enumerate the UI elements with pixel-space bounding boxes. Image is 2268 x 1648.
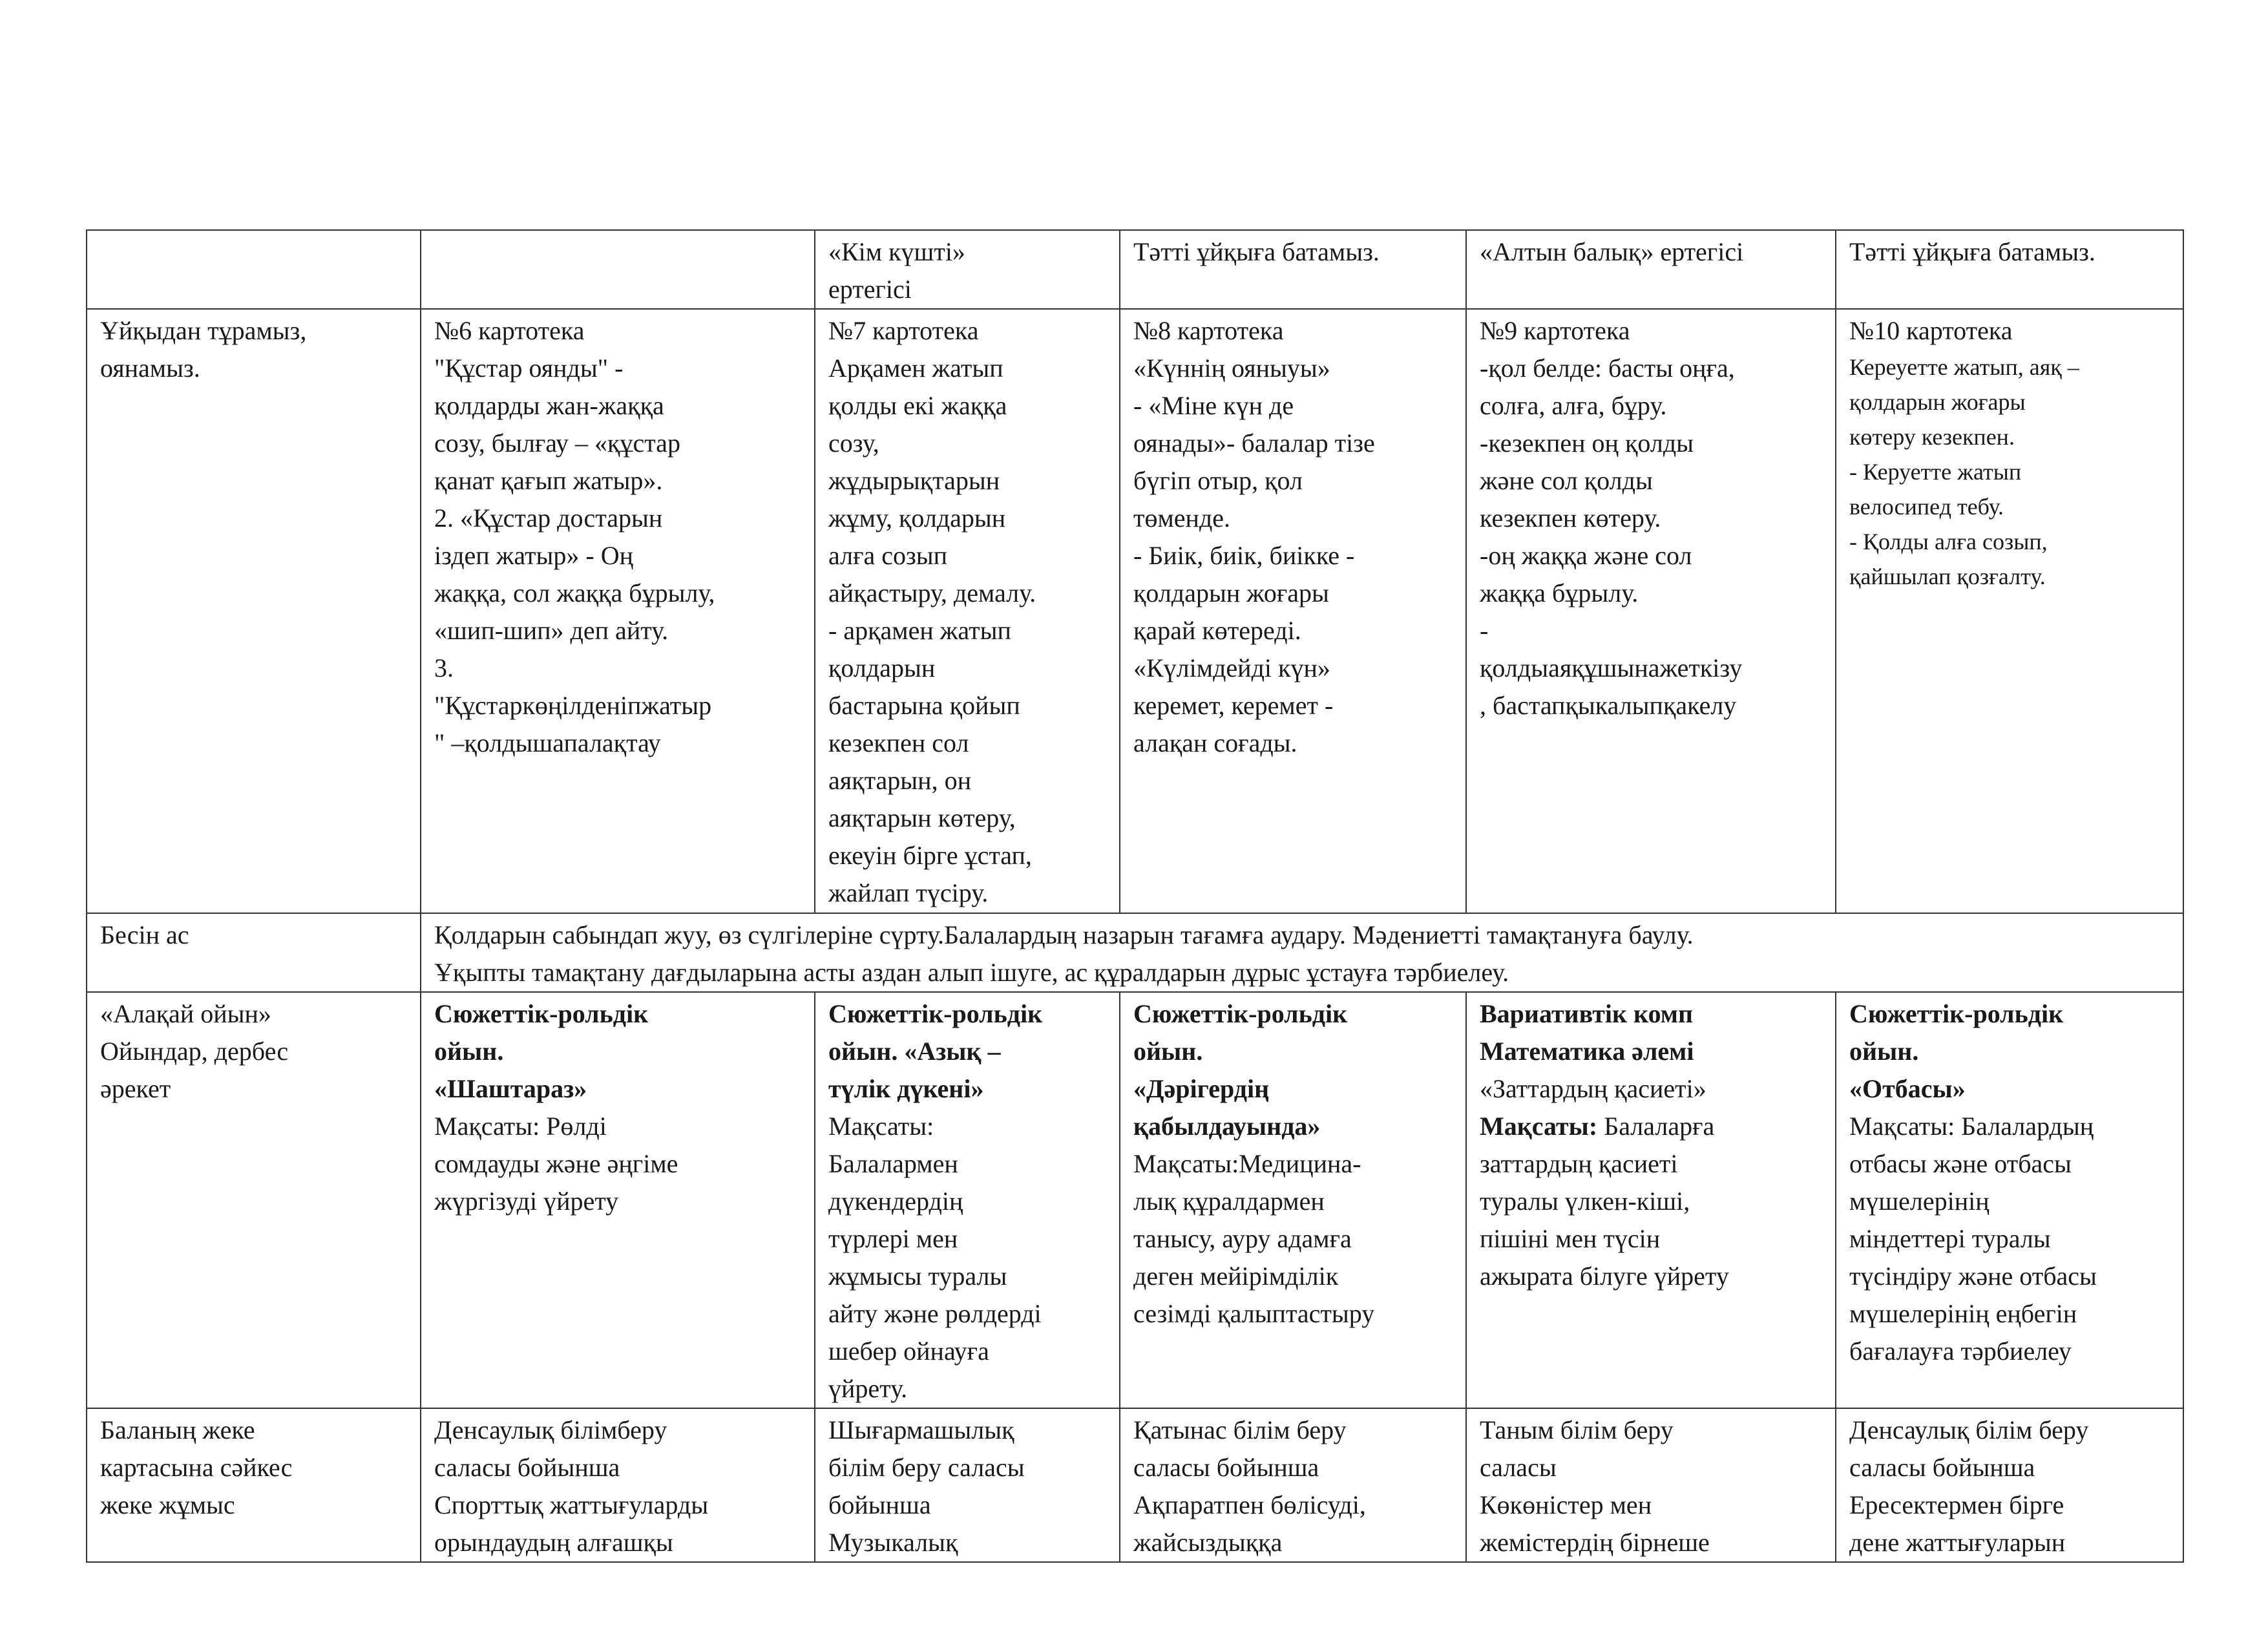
text-line: жұмысы туралы <box>828 1262 1007 1291</box>
card-10-body <box>1849 350 2174 594</box>
text-line: Мақсаты: <box>828 1112 934 1141</box>
game-math-goal-label: Мақсаты: <box>1480 1112 1598 1141</box>
game-math-goal-start: Балаларға <box>1597 1112 1715 1141</box>
text-line: «Дәрігердің <box>1133 1074 1270 1103</box>
cell-top-thu <box>1466 230 1836 309</box>
text-line: созу, былғау – «құстар <box>434 428 680 458</box>
text-line: Баланың жеке <box>100 1415 255 1444</box>
cell-wake-card-10 <box>1836 309 2183 913</box>
row-label-individual <box>87 1408 421 1562</box>
text-line: дүкендердің <box>828 1187 963 1216</box>
text-line: №7 картотека <box>828 316 979 345</box>
text-line: қолды екі жаққа <box>828 391 1007 420</box>
text-line: жаққа, сол жаққа бұрылу, <box>434 578 715 607</box>
text-line: Ересектермен бірге <box>1849 1490 2064 1519</box>
game-family-goal <box>1849 1108 2174 1370</box>
text-line: танысу, ауру адамға <box>1133 1224 1352 1253</box>
text-line: солға, алға, бұру. <box>1480 391 1667 420</box>
text-line: саласы бойынша <box>1133 1453 1319 1482</box>
text-line: заттардың қасиеті <box>1480 1149 1678 1178</box>
game-barber-title <box>434 995 805 1108</box>
text-line: " –қолдышапалақтау <box>434 728 661 757</box>
text-line: 2. «Құстар достарын <box>434 503 663 533</box>
text-line: түлік дүкені» <box>828 1074 984 1103</box>
text-line: жеке жұмыс <box>100 1490 235 1519</box>
text-line: - Биік, биік, биікке - <box>1133 541 1355 570</box>
text-line: Қолдарын сабындап жуу, өз сүлгілеріне сүрту.Балалардың назарын тағамға аудару. Мәдениетті тамақтануға баулу. <box>434 920 1694 949</box>
cell-top-mon <box>421 230 815 309</box>
text-line: орындаудың алғашқы <box>434 1528 673 1557</box>
text-line: Мақсаты:Медицина- <box>1133 1149 1361 1178</box>
text-line: мүшелерінің <box>1849 1187 1990 1216</box>
text-line: білім беру саласы <box>828 1453 1025 1482</box>
cell-wake-card-8 <box>1120 309 1466 913</box>
game-grocery-goal <box>828 1108 1110 1408</box>
text-line: №6 картотека <box>434 316 585 345</box>
text-line: аяқтарын көтеру, <box>828 803 1016 832</box>
text-line: №9 картотека <box>1480 316 1630 345</box>
text-line: Сюжеттік-рольдік <box>1133 999 1348 1028</box>
text-line: -кезекпен оң қолды <box>1480 428 1694 458</box>
text-line: Сюжеттік-рольдік <box>828 999 1043 1028</box>
text-line: Ойындар, дербес <box>100 1037 289 1066</box>
card-10-title: №10 картотека <box>1849 316 2013 345</box>
text-line: сезімді қалыптастыру <box>1133 1299 1375 1328</box>
text-line: ертегісі <box>828 275 912 304</box>
text-line: Денсаулық білімберу <box>434 1415 667 1444</box>
text-line: «Күннің ояныуы» <box>1133 354 1330 383</box>
text-line: аяқтарын, он <box>828 766 971 795</box>
text-line: деген мейірімділік <box>1133 1262 1339 1291</box>
text-line: қанат қағып жатыр». <box>434 466 663 495</box>
text-line: Кереуетте жатып, аяқ – <box>1849 354 2079 380</box>
text-line: мүшелерінің еңбегін <box>1849 1299 2077 1328</box>
text-line: саласы бойынша <box>1849 1453 2035 1482</box>
text-line: жайсыздыққа <box>1133 1528 1283 1557</box>
text-line: айқастыру, демалу. <box>828 578 1036 607</box>
table-row-games <box>87 992 2183 1408</box>
cell-wake-card-7 <box>815 309 1120 913</box>
row-label-lunch <box>87 913 421 992</box>
text-line: Вариативтік комп <box>1480 999 1694 1028</box>
text-line: №8 картотека <box>1133 316 1284 345</box>
text-line: қолдарын жоғары <box>1133 578 1329 607</box>
text-line: "Құстаркөңілденіпжатыр <box>434 691 712 720</box>
game-math-subtitle: «Заттардың қасиеті» <box>1480 1074 1706 1103</box>
text-line: туралы үлкен-кіші, <box>1480 1187 1690 1216</box>
text-line: Денсаулық білім беру <box>1849 1415 2089 1444</box>
text-line: оянамыз. <box>100 354 200 383</box>
cell-individual-health <box>421 1408 815 1562</box>
text-line: бағалауға тәрбиелеу <box>1849 1336 2072 1366</box>
text-line: қолдыаяқұшынажеткізу <box>1480 653 1743 682</box>
text-line: қолдарын <box>828 653 936 682</box>
table-row-lunch <box>87 913 2183 992</box>
cell-wake-card-6 <box>421 309 815 913</box>
text-line: төменде. <box>1133 503 1231 533</box>
text-line: - <box>1480 616 1489 645</box>
text-line: , бастапқыкалыпқакелу <box>1480 691 1737 720</box>
table-row-top <box>87 230 2183 309</box>
text-line: Сюжеттік-рольдік <box>1849 999 2064 1028</box>
text-line: үйрету. <box>828 1374 908 1403</box>
game-doctor-title <box>1133 995 1456 1145</box>
text-line: қолдарды жан-жаққа <box>434 391 664 420</box>
text-line: жүргізуді үйрету <box>434 1187 619 1216</box>
text-line: Математика әлемі <box>1480 1037 1694 1066</box>
text-line: қарай көтереді. <box>1133 616 1301 645</box>
text-line: «Отбасы» <box>1849 1074 1966 1103</box>
row-label-wake-up <box>87 309 421 913</box>
text-line: -қол белде: басты оңға, <box>1480 354 1735 383</box>
text-line: Шығармашылық <box>828 1415 1014 1444</box>
text-line: «Кім күшті» <box>828 237 965 266</box>
text-line: саласы бойынша <box>434 1453 620 1482</box>
text-line: - арқамен жатып <box>828 616 1011 645</box>
text-line: жаққа бұрылу. <box>1480 578 1639 607</box>
cell-top-wed <box>1120 230 1466 309</box>
text-line: жұму, қолдарын <box>828 503 1006 533</box>
daily-plan-table <box>86 229 2184 1563</box>
text-line: Ақпаратпен бөлісуді, <box>1133 1490 1366 1519</box>
text-line: Көкөністер мен <box>1480 1490 1652 1519</box>
text-line: -оң жаққа және сол <box>1480 541 1692 570</box>
text-line: «Алтын балық» ертегісі <box>1480 237 1744 266</box>
row-label-games <box>87 992 421 1408</box>
text-line: ойын. <box>1849 1037 1919 1066</box>
game-doctor-goal <box>1133 1145 1456 1333</box>
cell-game-family <box>1836 992 2183 1408</box>
cell-game-grocery <box>815 992 1120 1408</box>
text-line: қабылдауында» <box>1133 1112 1321 1141</box>
cell-individual-creative <box>815 1408 1120 1562</box>
game-grocery-title <box>828 995 1110 1108</box>
game-family-title <box>1849 995 2174 1108</box>
text-line: Балалармен <box>828 1149 958 1178</box>
text-line: қайшылап қозғалту. <box>1849 564 2046 589</box>
cell-game-math <box>1466 992 1836 1408</box>
text-line: айту және рөлдерді <box>828 1299 1042 1328</box>
text-line: оянады»- балалар тізе <box>1133 428 1375 458</box>
text-line: іздеп жатыр» - Оң <box>434 541 634 570</box>
text-line: шебер ойнауға <box>828 1336 989 1366</box>
text-line: Тәтті ұйқыға батамыз. <box>1849 237 2095 266</box>
text-line: сомдауды және әңгіме <box>434 1149 678 1178</box>
text-line: Спорттық жаттығуларды <box>434 1490 709 1519</box>
text-line: міндеттері туралы <box>1849 1224 2051 1253</box>
text-line: - Керуетте жатып <box>1849 459 2022 485</box>
text-line: әрекет <box>100 1074 171 1103</box>
cell-individual-cognition <box>1466 1408 1836 1562</box>
text-line: Сюжеттік-рольдік <box>434 999 649 1028</box>
text-line: ойын. «Азық – <box>828 1037 1001 1066</box>
text-line: және сол қолды <box>1480 466 1653 495</box>
text-line: Таным білім беру <box>1480 1415 1674 1444</box>
text-line: алға созып <box>828 541 948 570</box>
text-line: Қатынас білім беру <box>1133 1415 1347 1444</box>
text-line: ажырата білуге үйрету <box>1480 1262 1729 1291</box>
cell-individual-health-2 <box>1836 1408 2183 1562</box>
text-line: пішіні мен түсін <box>1480 1224 1661 1253</box>
cell-individual-communication <box>1120 1408 1466 1562</box>
text-line: жемістердің бірнеше <box>1480 1528 1710 1557</box>
text-line: бастарына қойып <box>828 691 1020 720</box>
text-line: «Шаштараз» <box>434 1074 587 1103</box>
text-line: ойын. <box>1133 1037 1203 1066</box>
text-line: "Құстар оянды" - <box>434 354 624 383</box>
text-line: дене жаттығуларын <box>1849 1528 2066 1557</box>
text-line: жұдырықтарын <box>828 466 1000 495</box>
text-line: Арқамен жатып <box>828 354 1003 383</box>
cell-top-fri <box>1836 230 2183 309</box>
table-row-wake-up <box>87 309 2183 913</box>
text-line: отбасы және отбасы <box>1849 1149 2072 1178</box>
cell-game-barber <box>421 992 815 1408</box>
text-line: велосипед тебу. <box>1849 494 2004 520</box>
text-line: «Алақай ойын» <box>100 999 271 1028</box>
text-line: созу, <box>828 428 879 458</box>
text-line: «шип-шип» деп айту. <box>434 616 669 645</box>
text-line: Бесін ас <box>100 920 189 949</box>
text-line: алақан соғады. <box>1133 728 1297 757</box>
text-line: Тәтті ұйқыға батамыз. <box>1133 237 1380 266</box>
text-line: түсіндіру және отбасы <box>1849 1262 2097 1291</box>
text-line: қолдарын жоғары <box>1849 389 2026 415</box>
text-line: түрлері мен <box>828 1224 958 1253</box>
game-barber-goal <box>434 1108 805 1220</box>
text-line: бойынша <box>828 1490 931 1519</box>
text-line: көтеру кезекпен. <box>1849 424 2015 450</box>
text-line: кезекпен көтеру. <box>1480 503 1661 533</box>
text-line: жайлап түсіру. <box>828 878 989 907</box>
cell-top-tue <box>815 230 1120 309</box>
cell-lunch-text <box>421 913 2183 992</box>
text-line: саласы <box>1480 1453 1557 1482</box>
cell-wake-card-9 <box>1466 309 1836 913</box>
text-line: екеуін бірге ұстап, <box>828 841 1032 870</box>
text-line: кезекпен сол <box>828 728 969 757</box>
game-math-title <box>1480 995 1826 1070</box>
text-line: Ұйқыдан тұрамыз, <box>100 316 307 345</box>
text-line: 3. <box>434 653 454 682</box>
text-line: Музыкалық <box>828 1528 958 1557</box>
game-math-goal-first <box>1480 1108 1826 1145</box>
text-line: бүгіп отыр, қол <box>1133 466 1303 495</box>
text-line: лық құралдармен <box>1133 1187 1325 1216</box>
cell-top-label <box>87 230 421 309</box>
text-line: керемет, керемет - <box>1133 691 1334 720</box>
cell-game-doctor <box>1120 992 1466 1408</box>
game-math-goal <box>1480 1145 1826 1295</box>
text-line: Мақсаты: Балалардың <box>1849 1112 2094 1141</box>
text-line: Мақсаты: Рөлді <box>434 1112 607 1141</box>
text-line: ойын. <box>434 1037 504 1066</box>
text-line: Ұқыпты тамақтану дағдыларына асты аздан алып ішуге, ас құралдарын дұрыс ұстауға тәрбиелеу. <box>434 958 1509 987</box>
text-line: - Қолды алға созып, <box>1849 529 2048 555</box>
text-line: картасына сәйкес <box>100 1453 293 1482</box>
text-line: «Күлімдейді күн» <box>1133 653 1330 682</box>
text-line: - «Міне күн де <box>1133 391 1294 420</box>
table-row-individual <box>87 1408 2183 1562</box>
